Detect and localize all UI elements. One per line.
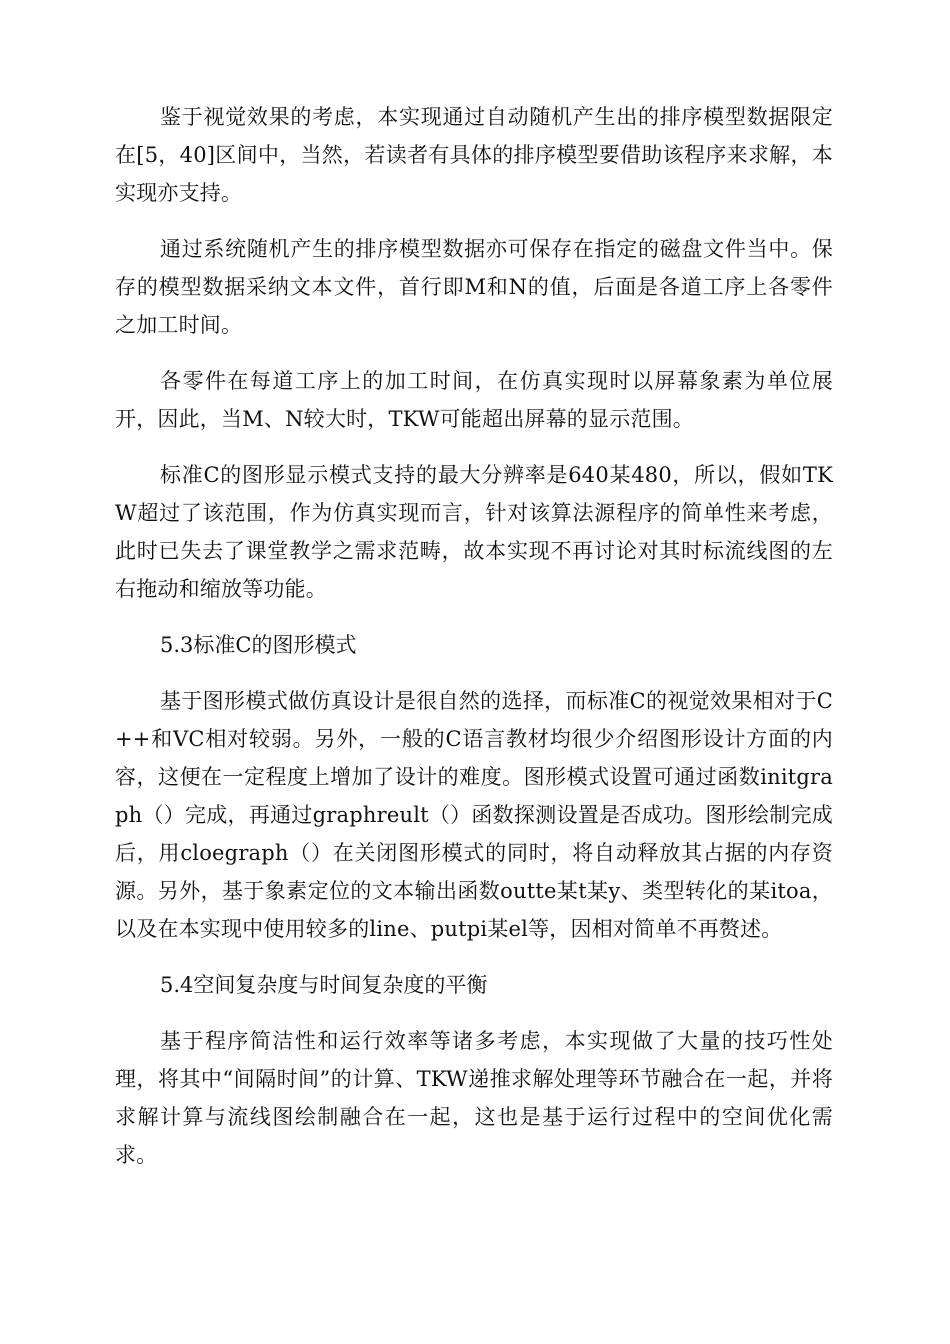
section-heading-5-3: 5.3标准C的图形模式 xyxy=(160,633,357,657)
paragraph-complexity-balance: 基于程序简洁性和运行效率等诸多考虑，本实现做了大量的技巧性处理，将其中“间隔时间”的计算、TKW递推求解处理等环节融合在一起，并将求解计算与流线图绘制融合在一起，这也是基于运行过程中的空间优化需求。 xyxy=(115,1029,833,1167)
paragraph-visual-range: 鉴于视觉效果的考虑，本实现通过自动随机产生出的排序模型数据限定在[5，40]区间中，当然，若读者有具体的排序模型要借助该程序来求解，本实现亦支持。 xyxy=(115,105,833,205)
paragraph-resolution: 标准C的图形显示模式支持的最大分辨率是640某480，所以，假如TKW超过了该范围，作为仿真实现而言，针对该算法源程序的简单性来考虑，此时已失去了课堂教学之需求范畴，故本实现不再讨论对其时标流线图的左右拖动和缩放等功能。 xyxy=(115,463,833,601)
document-page xyxy=(115,98,833,1192)
paragraph-processing-time: 各零件在每道工序上的加工时间，在仿真实现时以屏幕象素为单位展开，因此，当M、N较大时，TKW可能超出屏幕的显示范围。 xyxy=(115,369,833,431)
paragraph-graphics-mode: 基于图形模式做仿真设计是很自然的选择，而标准C的视觉效果相对于C++和VC相对较弱。另外，一般的C语言教材均很少介绍图形设计方面的内容，这便在一定程度上增加了设计的难度。图形模式设置可通过函数initgraph（）完成，再通过graphreult（）函数探测设置是否成功。图形绘制完成后，用cloegraph（）在关闭图形模式的同时，将自动释放其占据的内存资源。另外，基于象素定位的文本输出函数outte某t某y、类型转化的某itoa，以及在本实现中使用较多的line、putpi某el等，因相对简单不再赘述。 xyxy=(115,689,833,941)
section-heading-5-4: 5.4空间复杂度与时间复杂度的平衡 xyxy=(160,973,488,997)
paragraph-save-data: 通过系统随机产生的排序模型数据亦可保存在指定的磁盘文件当中。保存的模型数据采纳文本文件，首行即M和N的值，后面是各道工序上各零件之加工时间。 xyxy=(115,237,833,337)
